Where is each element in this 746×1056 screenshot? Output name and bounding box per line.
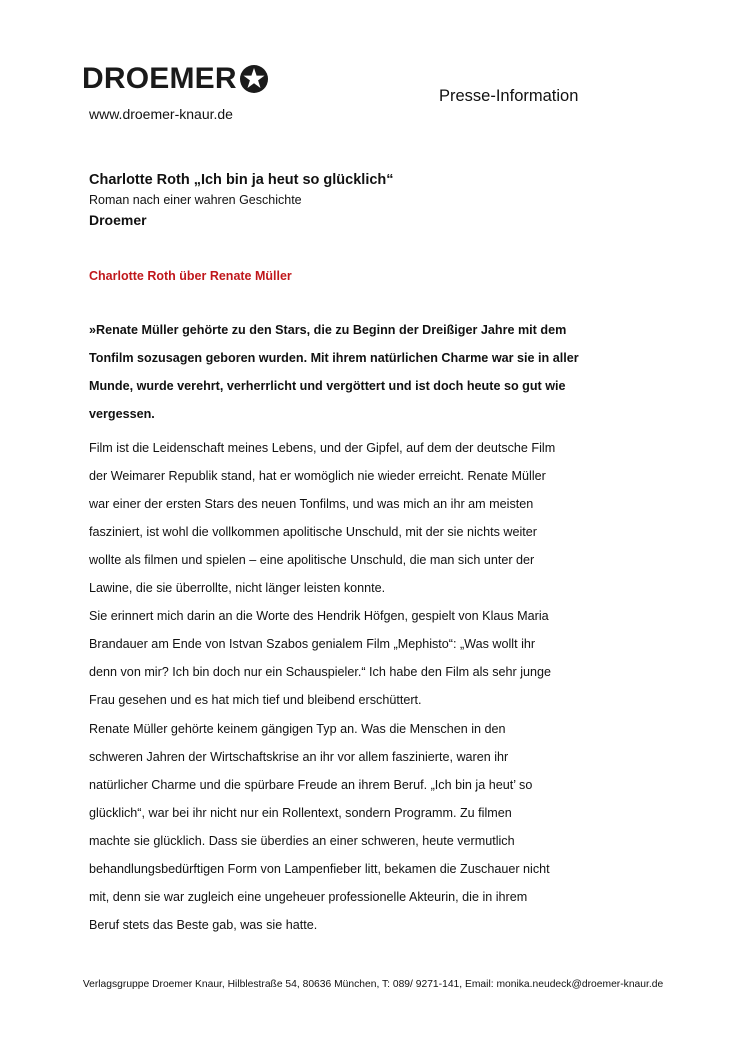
text-line: natürlicher Charme und die spürbare Freude an ihrem Beruf. „Ich bin ja heut’ so — [89, 778, 533, 792]
body-paragraph-3 — [89, 715, 649, 939]
text-line: Lawine, die sie überrollte, nicht länger leisten konnte. — [89, 581, 386, 595]
book-subtitle: Roman nach einer wahren Geschichte — [89, 193, 302, 207]
text-line: der Weimarer Republik stand, hat er womöglich nie wieder erreicht. Renate Müller — [89, 469, 546, 483]
body-paragraph-2 — [89, 434, 649, 714]
text-line: war einer der ersten Stars des neuen Tonfilms, und was mich an ihr am meisten — [89, 497, 534, 511]
text-line: Beruf stets das Beste gab, was sie hatte. — [89, 918, 318, 932]
text-line: wollte als filmen und spielen – eine apolitische Unschuld, die man sich unter der — [89, 553, 535, 567]
text-line: schweren Jahren der Wirtschaftskrise an ihr vor allem faszinierte, waren ihr — [89, 750, 509, 764]
text-line: Film ist die Leidenschaft meines Lebens, und der Gipfel, auf dem der deutsche Film — [89, 441, 556, 455]
star-circle-icon — [239, 64, 269, 94]
text-line: fasziniert, ist wohl die vollkommen apolitische Unschuld, mit der sie nichts weiter — [89, 525, 537, 539]
text-line: »Renate Müller gehörte zu den Stars, die zu Beginn der Dreißiger Jahre mit dem — [89, 323, 567, 337]
footer-contact: Verlagsgruppe Droemer Knaur, Hilblestraße 54, 80636 München, T: 089/ 9271-141, Email: monika.neudeck@droemer-knaur.de — [82, 979, 664, 990]
text-line: mit, denn sie war zugleich eine ungeheuer professionelle Akteurin, die in ihrem — [89, 890, 528, 904]
text-line: Brandauer am Ende von Istvan Szabos genialem Film „Mephisto“: „Was wollt ihr — [89, 637, 536, 651]
lead-paragraph — [89, 316, 649, 428]
text-line: Renate Müller gehörte keinem gängigen Typ an. Was die Menschen in den — [89, 722, 506, 736]
text-line: behandlungsbedürftigen Form von Lampenfieber litt, bekamen die Zuschauer nicht — [89, 862, 550, 876]
text-line: glücklich“, war bei ihr nicht nur ein Rollentext, sondern Programm. Zu filmen — [89, 806, 512, 820]
text-line: Sie erinnert mich darin an die Worte des Hendrik Höfgen, gespielt von Klaus Maria — [89, 609, 549, 623]
section-heading: Charlotte Roth über Renate Müller — [89, 269, 292, 283]
book-publisher: Droemer — [89, 212, 147, 228]
text-line: Frau gesehen und es hat mich tief und bleibend erschüttert. — [89, 693, 422, 707]
text-line: machte sie glücklich. Dass sie überdies an einer schweren, heute vermutlich — [89, 834, 515, 848]
text-line: Tonfilm sozusagen geboren wurden. Mit ihrem natürlichen Charme war sie in aller — [89, 351, 579, 365]
document-type-label: Presse-Information — [439, 87, 579, 105]
text-line: Munde, wurde verehrt, verherrlicht und vergöttert und ist doch heute so gut wie — [89, 379, 566, 393]
text-line: denn von mir? Ich bin doch nur ein Schauspieler.“ Ich habe den Film als sehr junge — [89, 665, 552, 679]
publisher-logo — [82, 60, 269, 98]
text-line: vergessen. — [89, 407, 155, 421]
website-link[interactable]: www.droemer-knaur.de — [89, 106, 233, 122]
book-title: Charlotte Roth „Ich bin ja heut so glücklich“ — [89, 172, 394, 188]
logo-wordmark: DROEMER — [82, 62, 237, 95]
